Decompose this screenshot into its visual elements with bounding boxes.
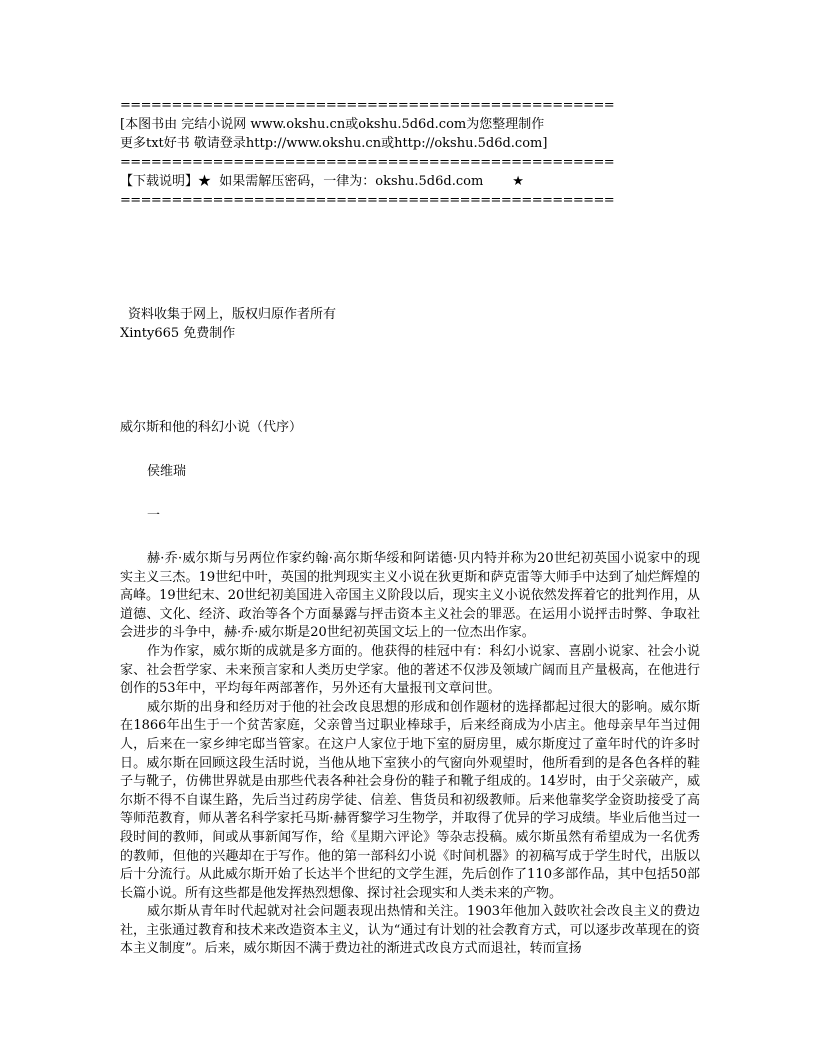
header-separator-middle: ================================================ bbox=[120, 155, 615, 170]
spacer bbox=[120, 437, 700, 462]
article-title: 威尔斯和他的科幻小说（代序） bbox=[120, 420, 303, 435]
article-author: 侯维瑞 bbox=[147, 464, 187, 479]
spacer bbox=[120, 210, 700, 305]
paragraph-1: 赫·乔·威尔斯与另两位作家约翰·高尔斯华绥和阿诺德·贝内特并称为20世纪初英国小说家中的现实主义三杰。19世纪中叶，英国的批判现实主义小说在狄更斯和萨克雷等大师手中达到了灿烂辉煌的高峰。19世纪末、20世纪初美国进入帝国主义阶段以后，现实主义小说依然发挥着它的批判作用，从道德、文化、经济、政治等各个方面暴露与抨击资本主义社会的罪恶。在运用小说抨击时弊、争取社会进步的斗争中，赫·乔·威尔斯是20世纪初英国文坛上的一位杰出作家。 bbox=[120, 551, 700, 641]
header-separator-bottom: ================================================ bbox=[120, 193, 615, 208]
paragraph-4: 威尔斯从青年时代起就对社会问题表现出热情和关注。1903年他加入鼓吹社会改良主义的费边社，主张通过教育和技术来改造资本主义，认为“通过有计划的社会教育方式，可以逐步改革现在的资本主义制度”。后来，威尔斯因不满于费边社的渐进式改良方式而退社，转而宣扬 bbox=[120, 904, 700, 957]
section-number: 一 bbox=[147, 508, 161, 523]
header-separator-top: ================================================ bbox=[120, 98, 615, 113]
paragraph-3: 威尔斯的出身和经历对于他的社会改良思想的形成和创作题材的选择都起过很大的影响。威尔斯在1866年出生于一个贫苦家庭，父亲曾当过职业棒球手，后来经商成为小店主。他母亲早年当过佣人，后来在一家乡绅宅邸当管家。在这户人家位于地下室的厨房里，威尔斯度过了童年时代的许多时日。威尔斯在回顾这段生活时说，当他从地下室狭小的气窗向外观望时，他所看到的是各色各样的鞋子与靴子，仿佛世界就是由那些代表各种社会身份的鞋子和靴子组成的。14岁时，由于父亲破产，威尔斯不得不自谋生路，先后当过药房学徒、信差、售货员和初级教师。后来他靠奖学金资助接受了高等师范教育，师从著名科学家托马斯·赫胥黎学习生物学，并取得了优异的学习成绩。毕业后他当过一段时间的教师，间或从事新闻写作，给《星期六评论》等杂志投稿。威尔斯虽然有希望成为一名优秀的教师，但他的兴趣却在于写作。他的第一部科幻小说《时间机器》的初稿写成于学生时代，出版以后十分流行。从此威尔斯开始了长达半个世纪的文学生涯，先后创作了110多部作品，其中包括50部长篇小说。所有这些都是他发挥热烈想像、探讨社会现实和人类未来的产物。 bbox=[120, 699, 700, 901]
credits-line-2: Xinty665 免费制作 bbox=[120, 326, 236, 341]
credits-line-1: 资料收集于网上，版权归原作者所有 bbox=[128, 307, 337, 322]
header-line-1: [本图书由 完结小说网 www.okshu.cn或okshu.5d6d.com为您整理制作 bbox=[120, 117, 545, 132]
download-note: 【下载说明】★ 如果需解压密码，一律为：okshu.5d6d.com ★ bbox=[120, 174, 524, 189]
spacer bbox=[120, 343, 700, 418]
paragraph-2: 作为作家，威尔斯的成就是多方面的。他获得的桂冠中有：科幻小说家、喜剧小说家、社会小说家、社会哲学家、未来预言家和人类历史学家。他的著述不仅涉及领域广阔而且产量极高，在他进行创作的53年中，平均每年两部著作，另外还有大量报刊文章问世。 bbox=[120, 643, 700, 697]
spacer bbox=[120, 481, 700, 506]
spacer bbox=[120, 525, 700, 550]
document-page bbox=[120, 96, 700, 959]
header-line-2: 更多txt好书 敬请登录http://www.okshu.cn或http://okshu.5d6d.com] bbox=[120, 136, 548, 151]
